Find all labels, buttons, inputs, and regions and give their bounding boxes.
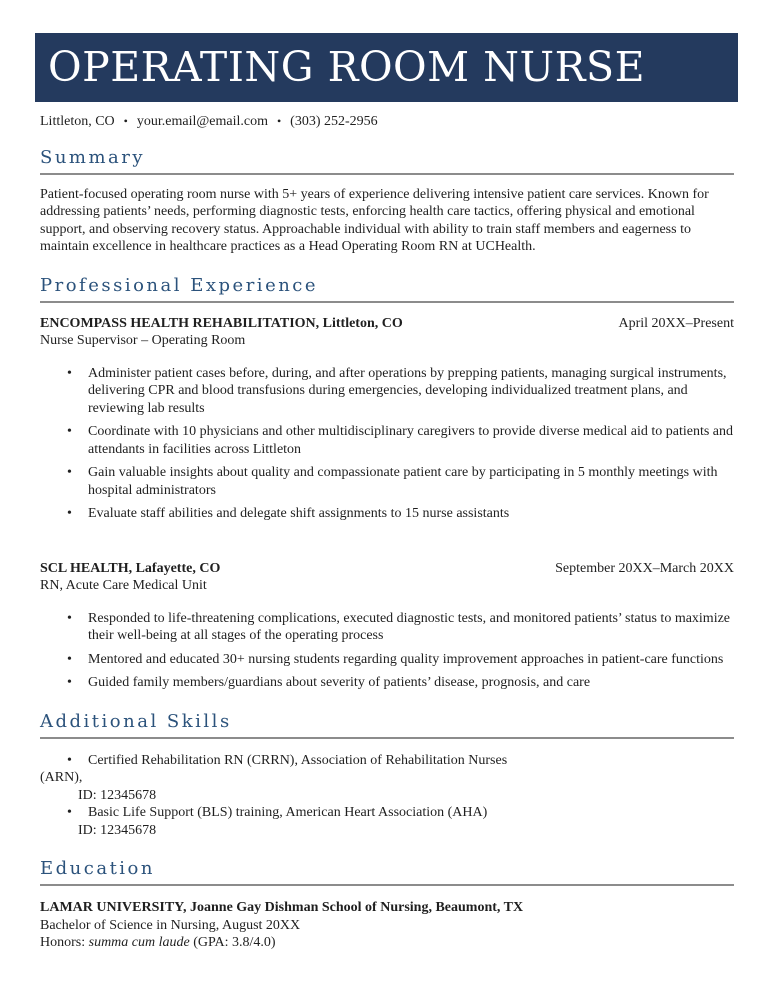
job-role: RN, Acute Care Medical Unit — [40, 578, 207, 593]
education-heading: Education — [40, 858, 734, 886]
job-role: Nurse Supervisor – Operating Room — [40, 333, 246, 348]
skill-id: ID: 12345678 — [78, 787, 157, 803]
honors-distinction: summa cum laude — [88, 935, 190, 950]
job-company: SCL HEALTH, Lafayette, CO — [40, 560, 221, 576]
summary-heading: Summary — [40, 147, 734, 175]
education-block — [40, 899, 734, 952]
job-bullet: • Responded to life-threatening complications, executed diagnostic tests, and monitored patients’ status to maximize their well-being at all stages of the operating process — [40, 610, 734, 645]
education-school: LAMAR UNIVERSITY, Joanne Gay Dishman School of Nursing, Beaumont, TX — [40, 900, 524, 915]
skill-id: ID: 12345678 — [78, 822, 157, 838]
job-bullet: • Guided family members/guardians about severity of patients’ disease, prognosis, and care — [40, 674, 734, 692]
job-bullet: • Administer patient cases before, during, and after operations by prepping patients, managing surgical instruments, delivering CPR and blood transfusions during emergencies, developing individualized treatment plans, and reviewing lab results — [40, 365, 734, 418]
honors-gpa: (GPA: 3.8/4.0) — [189, 935, 276, 950]
honors-label: Honors: — [40, 935, 89, 950]
page-title: OPERATING ROOM NURSE — [48, 42, 645, 91]
title-banner — [35, 33, 738, 102]
job-bullet-list — [40, 610, 734, 692]
summary-text: Patient-focused operating room nurse with 5+ years of experience delivering intensive patient care services. Known for addressing patients’ needs, performing diagnostic tests, enforcing health care tactics, offering physical and emotional support, and observing recovery status. Approachable individual with ability to train staff members and eagerness to maintain excellence in healthcare practices as a Head Operating Room RN at UCHealth. — [40, 186, 709, 254]
job-bullet: • Mentored and educated 30+ nursing students regarding quality improvement approaches in patient-care functions — [40, 651, 734, 669]
education-degree: Bachelor of Science in Nursing, August 20XX — [40, 917, 301, 933]
contact-phone: (303) 252-2956 — [290, 114, 378, 129]
skill-item: • Basic Life Support (BLS) training, American Heart Association (AHA) — [40, 804, 734, 822]
experience-heading: Professional Experience — [40, 275, 734, 303]
job-header — [40, 315, 734, 333]
job-bullet: • Gain valuable insights about quality and compassionate patient care by participating in 5 monthly meetings with hospital administrators — [40, 464, 734, 499]
skill-item-overflow: (ARN), — [40, 770, 83, 785]
contact-separator: • — [123, 114, 128, 128]
job-bullet: • Evaluate staff abilities and delegate shift assignments to 15 nurse assistants — [40, 505, 734, 523]
job-bullet: • Coordinate with 10 physicians and other multidisciplinary caregivers to provide diverse medical aid to patients and attendants in facilities across Littleton — [40, 423, 734, 458]
job-bullet-list — [40, 365, 734, 523]
job-encompass — [40, 315, 734, 523]
education-honors — [40, 934, 734, 952]
job-dates: September 20XX–March 20XX — [555, 560, 734, 576]
skills-heading: Additional Skills — [40, 711, 734, 739]
skills-list — [40, 752, 734, 840]
job-header — [40, 560, 734, 578]
job-dates: April 20XX–Present — [618, 315, 734, 331]
contact-email: your.email@email.com — [136, 114, 268, 129]
contact-line — [40, 113, 734, 131]
contact-separator: • — [276, 114, 282, 128]
skill-item: • Certified Rehabilitation RN (CRRN), Association of Rehabilitation Nurses — [40, 752, 734, 770]
job-scl-health — [40, 560, 734, 692]
contact-location: Littleton, CO — [40, 114, 115, 129]
job-company: ENCOMPASS HEALTH REHABILITATION, Littleton, CO — [40, 315, 403, 331]
